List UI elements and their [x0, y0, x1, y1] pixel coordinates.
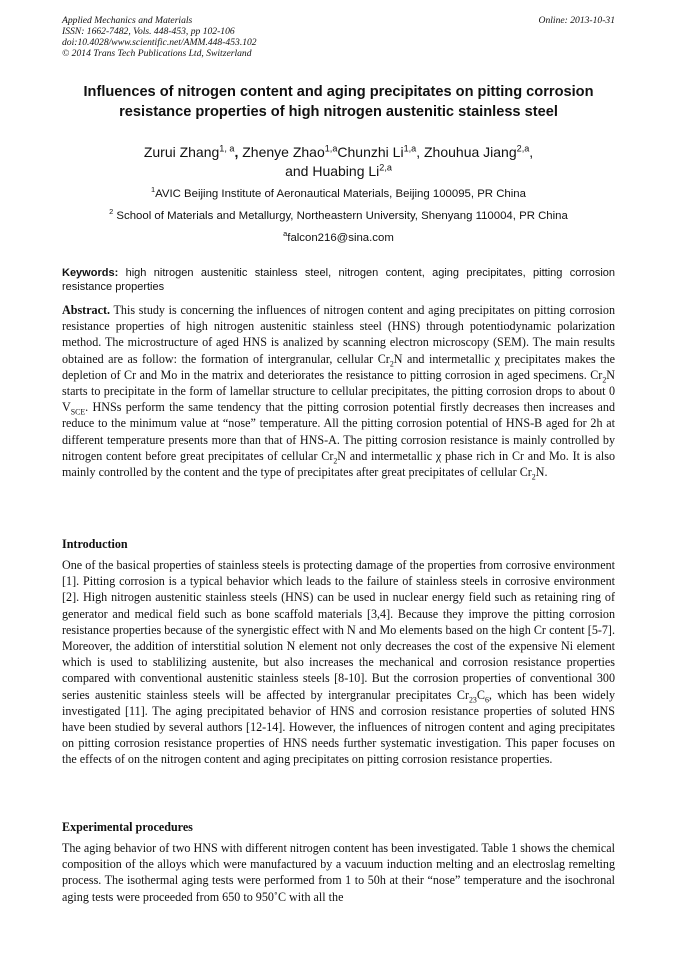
keywords-text: high nitrogen austenitic stainless steel, nitrogen content, aging precipitates, pitting corrosion resistance properties: [62, 267, 615, 293]
author-affiliation-mark: 1, a: [219, 143, 235, 154]
paragraph-text: , which has been widely investigated [11]. The aging precipitated behavior of HNS and corrosion resistance properties of soluted HNS have been studied by several authors [12-14]. However, the influences of nitrogen content and aging precipitates on pitting corrosion resistance properties of HNS needs further systematic investigation. This paper focuses on the effects of on the nitrogen content and aging precipitates on pitting corrosion resistance properties.: [62, 687, 615, 767]
abstract: [62, 302, 615, 480]
abstract-text: N.: [535, 465, 548, 480]
abstract-label: Abstract.: [62, 303, 111, 317]
author-separator: ,: [234, 144, 243, 160]
affiliation-mark: 2: [109, 207, 114, 217]
author-name: Zhouhua Jiang: [424, 144, 517, 160]
experimental-paragraph: The aging behavior of two HNS with different nitrogen content has been investigated. Table 1 shows the chemical composition of the alloys which were manufactured by a vacuum induction melting and an electroslag remelting process. The isothermal aging tests were performed from 1 to 50h at their “nose” temperature and the isochronal aging tests were proceeded from 650 to 950˚C with all the: [62, 841, 615, 904]
abstract-text: N and intermetallic χ precipitates makes the depletion of Cr and Mo in the matrix and deteriorates the resistance to pitting corrosion in aged specimens. Cr: [62, 351, 615, 382]
author-name: Chunzhi Li: [337, 144, 404, 160]
author-affiliation-mark: 1,a: [403, 143, 417, 154]
online-date: Online: 2013-10-31: [538, 15, 615, 26]
subscript: 23: [469, 695, 477, 705]
author-name: Huabing Li: [312, 163, 380, 179]
paragraph-text: One of the basical properties of stainless steels is protecting damage of the properties from corrosive environment [1]. Pitting corrosion is a typical behavior which leads to the failure of stainless steels in corrosive environment [2]. High nitrogen austenitic stainless steels (HNS) can be used in nuclear energy field such as retaining ring of generator and medical field such as bone scaffold materials [3,4]. Because they improve the pitting corrosion resistance properties because of the synergistic effect with N and Mo elements based on the high Cr content [5-7]. Moreover, the addition of interstitial solution N element not only decreases the cost of the expensive Ni element which is used to stablilizing austenite, but also increases the mechanical and corrosion resistance properties compared with conventional austenitic stainless steels [8-10]. But the corrosion properties of conventional 300 series austenitic stainless steels will be affected by intergranular precipitates Cr: [62, 558, 615, 702]
author-list: [62, 143, 615, 181]
abstract-text: N starts to precipitate in the form of lamellar structure to cellular precipitates, the pitting corrosion drops to about 0 V: [62, 367, 615, 415]
affiliation-1: [62, 187, 615, 201]
affiliation-text: School of Materials and Metallurgy, Northeastern University, Shenyang 110004, PR China: [113, 210, 568, 222]
author-email: [62, 231, 615, 245]
author-conjunction: and: [285, 163, 313, 179]
author-affiliation-mark: 2,a: [379, 162, 392, 173]
author-affiliation-mark: 1,a: [324, 143, 338, 154]
section-heading-introduction: Introduction: [62, 537, 128, 551]
author-name: Zurui Zhang: [143, 144, 220, 160]
abstract-text: . HNSs perform the same tendency that the pitting corrosion potential firstly decreases then increases and reduce to the minimum value at “nose” temperature. All the pitting corrosion potential of HNS-B aged for 2h at different temperature presents more than that of HNS-A. The pitting corrosion resistance is mainly controlled by nitrogen content before great precipitates of cellular Cr: [62, 400, 615, 463]
subscript: 2: [531, 472, 536, 482]
subscript: 2: [602, 375, 607, 385]
doi-line: doi:10.4028/www.scientific.net/AMM.448-453.102: [62, 37, 257, 48]
abstract-text: This study is concerning the influences of nitrogen content and aging precipitates on pitting corrosion resistance properties of high nitrogen austenitic stainless steel (HNS) through potentiodynamic polarization method. The microstructure of aged HNS is analized by scanning electron microscopy (SEM). The main results obtained are as follow: the formation of intergranular, cellular Cr: [62, 303, 615, 366]
introduction-paragraph: [62, 557, 615, 768]
author-separator: ,: [529, 144, 534, 160]
section-heading-experimental: Experimental procedures: [62, 820, 193, 834]
abstract-text: N and intermetallic χ phase rich in Cr and Mo. It is also mainly controlled by the content and the type of precipitates after great precipitates of cellular Cr: [62, 448, 616, 480]
journal-name: Applied Mechanics and Materials: [62, 15, 193, 26]
keywords: [62, 266, 615, 294]
journal-header: [62, 15, 615, 59]
subscript: 2: [389, 359, 394, 369]
subscript: SCE: [70, 407, 86, 417]
issn-line: ISSN: 1662-7482, Vols. 448-453, pp 102-106: [62, 26, 235, 37]
paper-title: Influences of nitrogen content and aging precipitates on pitting corrosion resistance properties of high nitrogen austenitic stainless steel: [83, 84, 594, 120]
subscript: 6: [484, 695, 489, 705]
subscript: 2: [333, 456, 338, 466]
copyright-line: © 2014 Trans Tech Publications Ltd, Switzerland: [62, 48, 252, 59]
author-separator: ,: [416, 144, 424, 160]
email-mark: a: [283, 229, 288, 239]
paragraph-text: C: [476, 687, 485, 702]
affiliation-2: [62, 209, 615, 223]
keywords-label: Keywords:: [62, 267, 119, 279]
affiliation-mark: 1: [151, 185, 156, 195]
affiliation-text: AVIC Beijing Institute of Aeronautical Materials, Beijing 100095, PR China: [155, 188, 526, 200]
author-affiliation-mark: 2,a: [516, 143, 530, 154]
author-name: Zhenye Zhao: [242, 144, 325, 160]
email-text: falcon216@sina.com: [287, 232, 394, 244]
